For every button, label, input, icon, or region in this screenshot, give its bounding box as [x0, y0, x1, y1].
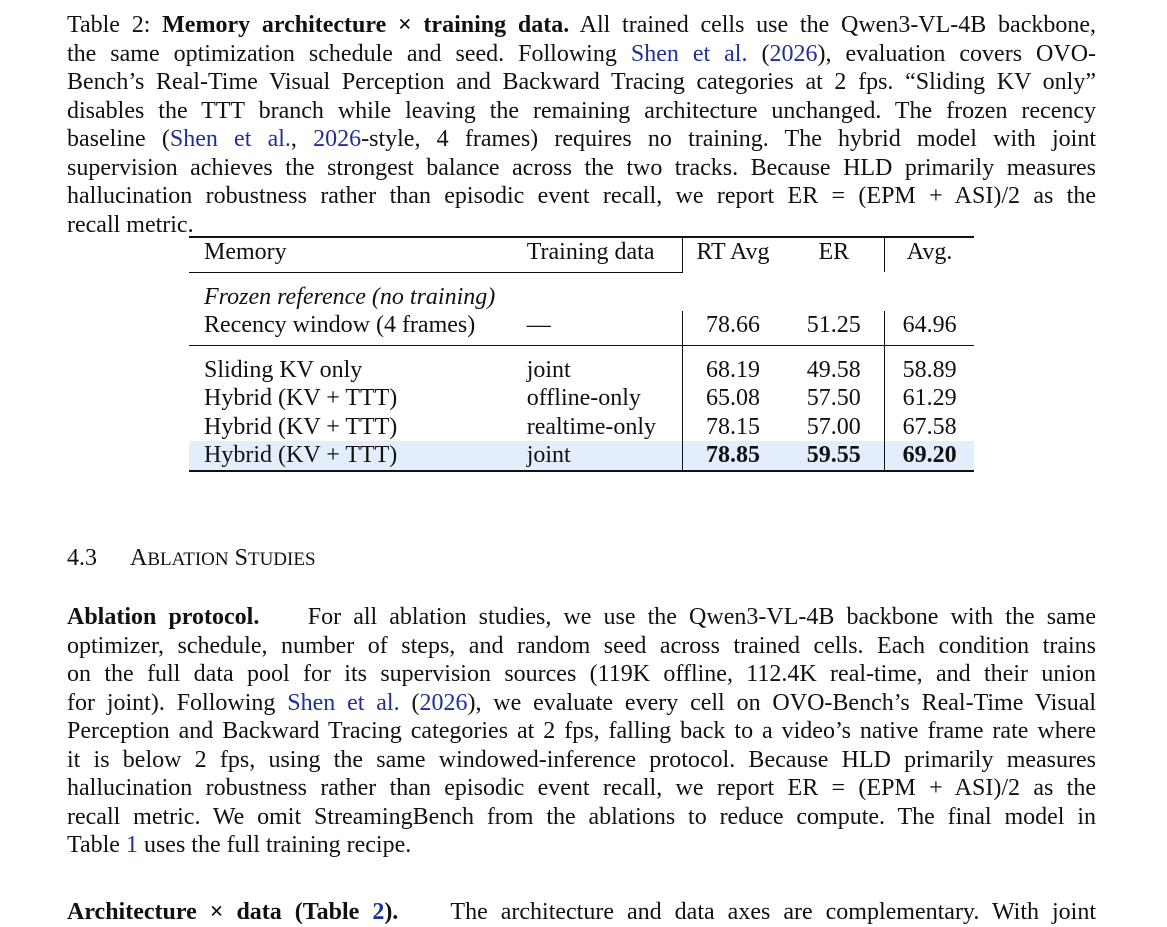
header-training-data: Training data: [527, 237, 682, 272]
citation-year-link[interactable]: 2026: [769, 40, 818, 67]
section-number: 4.3: [67, 545, 97, 571]
header-avg: Avg.: [885, 237, 974, 272]
cell-er: 57.50: [806, 385, 861, 411]
caption-line: supervision achieves the strongest balance across the two tracks. Because HLD primarily measures: [67, 154, 1096, 181]
next-paragraph: [67, 898, 1096, 927]
cell-avg: 58.89: [885, 345, 974, 384]
citation-year-link[interactable]: 2026: [313, 126, 362, 152]
caption-label: Table 2:: [67, 12, 151, 38]
paragraph-text: (: [411, 689, 420, 716]
table-row: [189, 311, 974, 345]
cell-er: 57.00: [806, 413, 861, 440]
cell-memory: Hybrid (KV + TTT): [204, 413, 398, 440]
caption-line: hallucination robustness rather than episodic event recall, we report ER = (EPM + ASI)/2 as the: [67, 183, 1096, 209]
results-table: [189, 236, 974, 472]
caption-line: [67, 40, 1096, 69]
caption-text: -style, 4 frames) requires no training. The hybrid model with joint: [361, 126, 1097, 152]
table-row-highlighted: [189, 441, 974, 471]
cell-rt-avg: 68.19: [682, 345, 783, 384]
paragraph-line: [67, 831, 1096, 860]
cell-avg-best: 69.20: [885, 441, 974, 471]
paragraph-line: hallucination robustness rather than episodic event recall, we report ER = (EPM + ASI)/2 as the: [67, 775, 1096, 801]
header-rt-avg: RT Avg: [682, 237, 783, 272]
cell-er-best: 59.55: [783, 441, 884, 471]
table-group-row: [189, 272, 974, 311]
paragraph-heading-text: ).: [384, 899, 399, 925]
paragraph-text: For all ablation studies, we use the Qwen3-VL-4B backbone with the same: [307, 604, 1097, 630]
caption-text: ,: [290, 126, 314, 152]
cell-er: 51.25: [806, 312, 861, 338]
cell-training-data: realtime-only: [526, 413, 656, 440]
cell-er: 49.58: [783, 345, 884, 384]
paragraph-heading: Ablation protocol.: [67, 604, 260, 630]
header-er: ER: [783, 237, 884, 272]
table-row: [189, 413, 974, 442]
table-row: [189, 345, 974, 384]
caption-line: recall metric.: [67, 211, 194, 238]
caption-text: (: [761, 40, 770, 67]
caption-text: ), evaluation covers OVO-: [817, 40, 1097, 67]
caption-line: [67, 125, 1096, 154]
section-title-part: TUDIES: [247, 549, 316, 570]
table-caption: [67, 11, 1096, 239]
paragraph-text: Table: [67, 832, 120, 858]
section-heading: [67, 544, 316, 575]
paragraph-line: [67, 603, 1096, 632]
section-title-part: S: [234, 545, 248, 571]
table-row: [189, 384, 974, 413]
citation-link[interactable]: Shen et al.: [287, 689, 400, 716]
cell-rt-avg-best: 78.85: [682, 441, 783, 471]
citation-link[interactable]: Shen et al.: [630, 40, 748, 67]
caption-title: Memory architecture × training data.: [162, 12, 570, 38]
cell-memory: Hybrid (KV + TTT): [189, 441, 527, 471]
paragraph-heading: [67, 899, 398, 925]
paragraph-line: [67, 898, 1096, 927]
cell-training-data: offline-only: [526, 385, 641, 411]
header-memory: Memory: [189, 237, 527, 272]
caption-text: All trained cells use the Qwen3-VL-4B backbone,: [579, 12, 1097, 38]
cell-avg: 61.29: [885, 384, 974, 413]
caption-line: [67, 11, 1096, 40]
citation-link[interactable]: Shen et al.: [169, 126, 291, 152]
paragraph-line: on the full data pool for its supervision sources (119K offline, 112.4K real-time, and their union: [67, 661, 1096, 687]
table-header-row: [189, 237, 974, 272]
cell-rt-avg: 65.08: [682, 384, 783, 413]
cell-training-data: joint: [527, 441, 682, 471]
paragraph-text: ), we evaluate every cell on OVO-Bench’s Real-Time Visual: [467, 689, 1097, 716]
cell-avg: 67.58: [885, 413, 974, 442]
paragraph-text: The architecture and data axes are complementary. With joint: [450, 899, 1097, 925]
paragraph-text: uses the full training recipe.: [143, 832, 412, 858]
cell-training-data: —: [526, 312, 551, 338]
cell-rt-avg: 78.15: [682, 413, 783, 442]
section-title-part: A: [130, 545, 148, 571]
paragraph-line: optimizer, schedule, number of steps, and random seed across trained cells. Each condition trains: [67, 632, 1096, 659]
paragraph-text: for joint). Following: [67, 689, 276, 716]
caption-line: Bench’s Real-Time Visual Perception and Backward Tracing categories at 2 fps. “Sliding KV only”: [67, 69, 1096, 95]
section-title: [130, 545, 316, 571]
paragraph-line: it is below 2 fps, using the same windowed-inference protocol. Because HLD primarily measures: [67, 746, 1096, 773]
cell-avg: 64.96: [885, 311, 974, 345]
cell-memory: Sliding KV only: [189, 345, 527, 384]
caption-text: the same optimization schedule and seed. Following: [67, 40, 617, 67]
paragraph-line: Perception and Backward Tracing categories at 2 fps, falling back to a video’s native frame rate where: [67, 718, 1096, 744]
paragraph-line: recall metric. We omit StreamingBench from the ablations to reduce compute. The final model in: [67, 803, 1096, 830]
cell-memory: Hybrid (KV + TTT): [204, 385, 398, 411]
cell-memory: Recency window (4 frames): [204, 312, 476, 338]
paragraph-line: [67, 689, 1096, 718]
caption-text: baseline (: [67, 126, 170, 152]
table-ref-link[interactable]: 1: [125, 832, 138, 858]
section-title-part: BLATION: [147, 549, 229, 570]
cell-training-data: joint: [527, 345, 682, 384]
cell-rt-avg: 78.66: [682, 311, 783, 345]
table-ref-link[interactable]: 2: [372, 899, 385, 925]
caption-line: disables the TTT branch while leaving the remaining architecture unchanged. The frozen recency: [67, 97, 1096, 124]
citation-year-link[interactable]: 2026: [419, 689, 468, 716]
paragraph-heading-text: Architecture × data (Table: [67, 899, 360, 925]
ablation-paragraph: [67, 603, 1096, 860]
group-label: Frozen reference (no training): [189, 272, 682, 311]
